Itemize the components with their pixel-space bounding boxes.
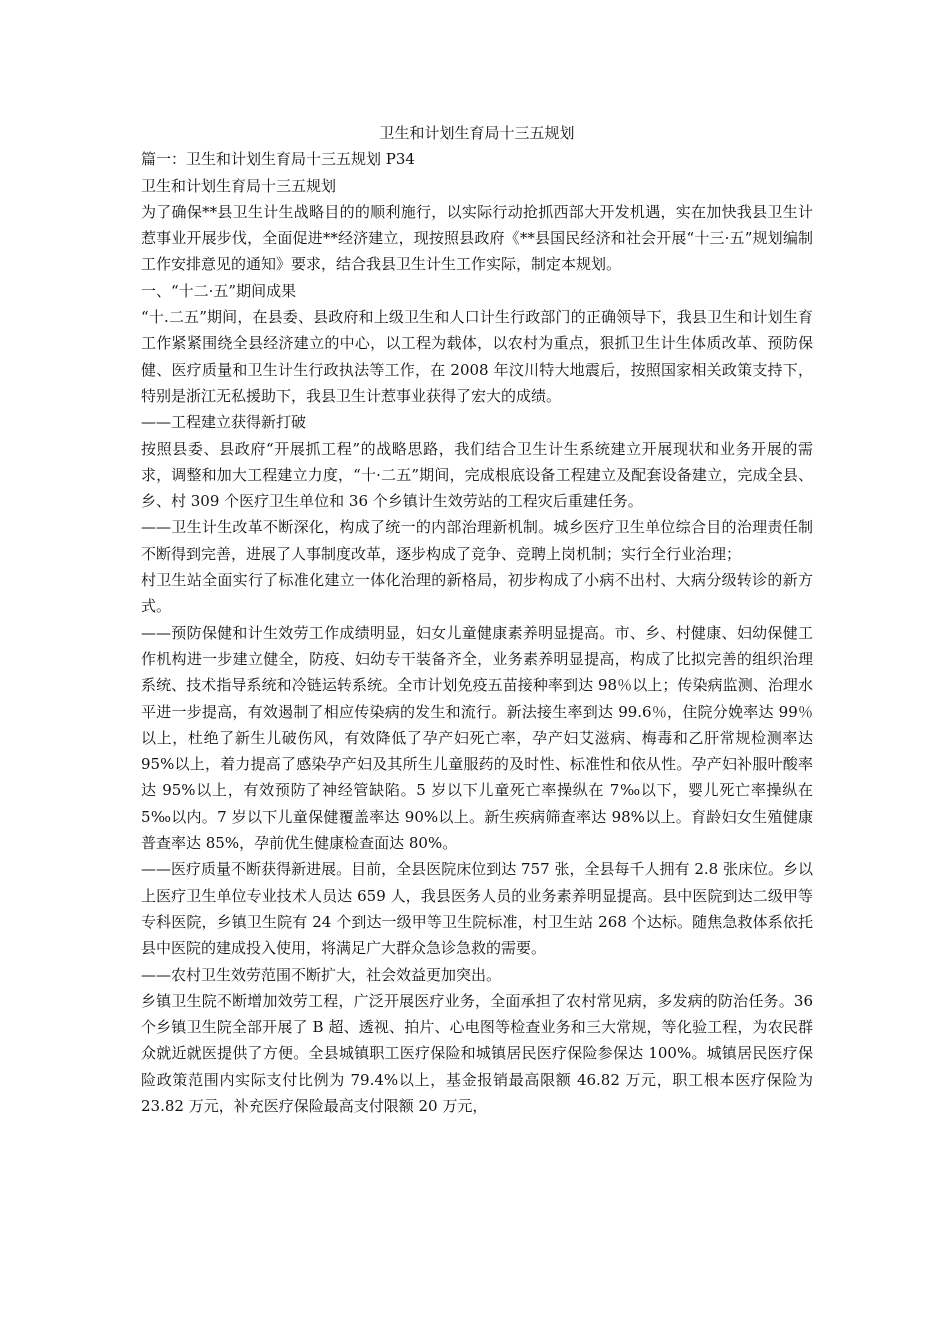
subtitle-line: 篇一：卫生和计划生育局十三五规划 P34 — [141, 150, 415, 169]
document-page — [141, 120, 813, 1119]
medical-quality-paragraph: ——医疗质量不断获得新进展。目前，全县医院床位到达 757 张，全县每千人拥有 2.8 张床位。乡以上医疗卫生单位专业技术人员达 659 人，我县医务人员的业务素养明显提高。县中医院到达二级甲等专科医院，乡镇卫生院有 24 个到达一级甲等卫生院标准，村卫生站 268 个达标。随焦急救体系依托县中医院的建成投入使用，将满足广大群众急诊急救的需要。 — [141, 860, 813, 958]
rural-service-paragraph: 乡镇卫生院不断增加效劳工程，广泛开展医疗业务，全面承担了农村常见病，多发病的防治任务。36 个乡镇卫生院全部开展了 B 超、透视、拍片、心电图等检查业务和三大常规，等化验工程，为农民群众就近就医提供了方便。全县城镇职工医疗保险和城镇居民医疗保险参保达 100%。城镇居民医疗保险政策范围内实际支付比例为 79.4%以上，基金报销最高限额 46.82 万元，职工根本医疗保险为 23.82 万元，补充医疗保险最高支付限额 20 万元， — [141, 991, 813, 1115]
intro-paragraph: 为了确保**县卫生计生战略目的的顺利施行，以实际行动抢抓西部大开发机遇，实在加快我县卫生计惹事业开展步伐，全面促进**经济建立，现按照县政府《**县国民经济和社会开展“十三·五”规划编制工作安排意见的通知》要求，结合我县卫生计生工作实际，制定本规划。 — [141, 202, 813, 274]
reform-paragraph: ——卫生计生改革不断深化，构成了统一的内部治理新机制。城乡医疗卫生单位综合目的治理责任制不断得到完善，进展了人事制度改革，逐步构成了竞争、竞聘上岗机制；实行全行业治理； — [141, 518, 813, 563]
plan-heading: 卫生和计划生育局十三五规划 — [141, 176, 337, 195]
subheading-projects: ——工程建立获得新打破 — [141, 413, 307, 432]
subheading-rural-service: ——农村卫生效劳范围不断扩大，社会效益更加突出。 — [141, 965, 502, 984]
projects-paragraph: 按照县委、县政府“开展抓工程”的战略思路，我们结合卫生计生系统建立开展现状和业务开展的需求，调整和加大工程建立力度，“十·二五”期间，完成根底设备工程建立及配套设备建立，完成全县、乡、村 309 个医疗卫生单位和 36 个乡镇计生效劳站的工程灾后重建任务。 — [141, 439, 813, 511]
prevention-paragraph: ——预防保健和计生效劳工作成绩明显，妇女儿童健康素养明显提高。市、乡、村健康、妇幼保健工作机构进一步建立健全，防疫、妇幼专干装备齐全，业务素养明显提高，构成了比拟完善的组织治理系统、技术指导系统和冷链运转系统。全市计划免疫五苗接种率到达 98％以上；传染病监测、治理水平进一步提高，有效遏制了相应传染病的发生和流行。新法接生率到达 99.6％，住院分娩率达 99％以上，杜绝了新生儿破伤风，有效降低了孕产妇死亡率，孕产妇艾滋病、梅毒和乙肝常规检测率达 95%以上，着力提高了感染孕产妇及其所生儿童服药的及时性、标准性和依从性。孕产妇补服叶酸率达 95%以上，有效预防了神经管缺陷。5 岁以下儿童死亡率操纵在 7‰以下，婴儿死亡率操纵在 5‰以内。7 岁以下儿童保健覆盖率达 90%以上。新生疾病筛查率达 98%以上。育龄妇女生殖健康普查率达 85%，孕前优生健康检查面达 80%。 — [141, 623, 813, 853]
village-clinic-paragraph: 村卫生站全面实行了标准化建立一体化治理的新格局，初步构成了小病不出村、大病分级转诊的新方式。 — [141, 571, 813, 616]
section-heading-1: 一、“十二·五”期间成果 — [141, 281, 297, 300]
achievements-paragraph: “十.二五”期间，在县委、县政府和上级卫生和人口计生行政部门的正确领导下，我县卫生和计划生育工作紧紧围绕全县经济建立的中心，以工程为载体，以农村为重点，狠抓卫生计生体质改革、预防保健、医疗质量和卫生计生行政执法等工作，在 2008 年汶川特大地震后，按照国家相关政策支持下，特别是浙江无私援助下，我县卫生计惹事业获得了宏大的成绩。 — [141, 308, 813, 405]
document-title: 卫生和计划生育局十三五规划 — [379, 124, 575, 142]
